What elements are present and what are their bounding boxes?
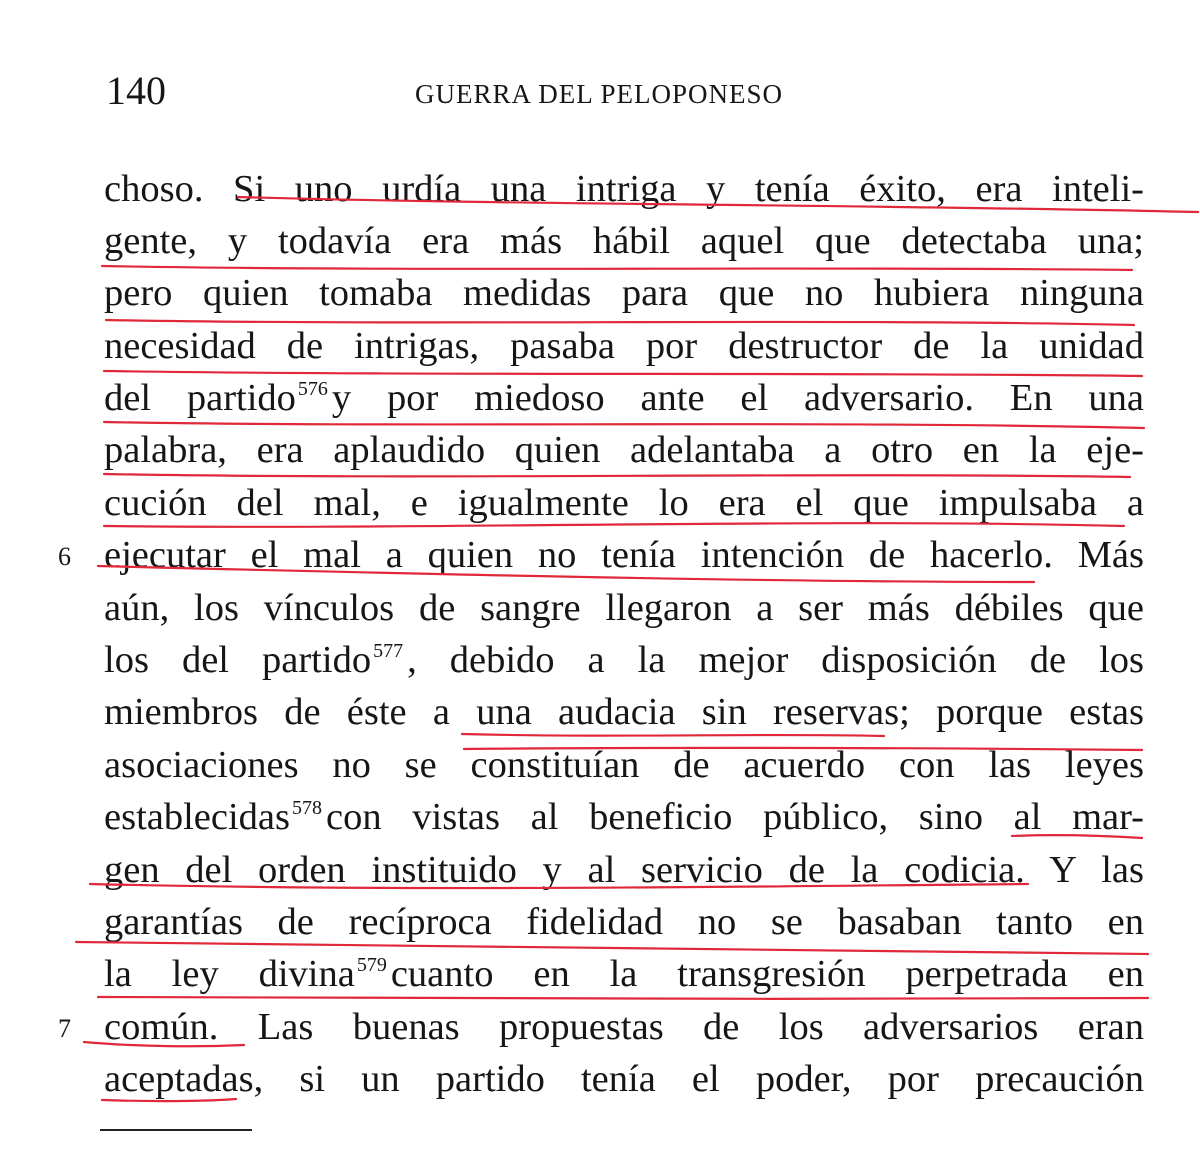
text-line: garantías de recíproca fidelidad no se basaban tanto en bbox=[104, 901, 1144, 943]
text-segment: cuanto en la transgresión perpetrada en bbox=[390, 953, 1144, 995]
text-segment: y por miedoso ante el adversario. En una bbox=[331, 377, 1144, 419]
footnote-ref: 579 bbox=[356, 954, 387, 976]
page-number: 140 bbox=[106, 68, 166, 113]
text-segment: con vistas al beneficio público, sino al mar- bbox=[326, 796, 1144, 838]
text-segment: , debido a la mejor disposición de los bbox=[407, 639, 1144, 681]
text-line: necesidad de intrigas, pasaba por destructor de la unidad bbox=[104, 325, 1144, 367]
footnote-separator bbox=[100, 1129, 252, 1131]
text-line: gen del orden instituido y al servicio de la codicia. Y las bbox=[104, 849, 1144, 891]
text-line: cución del mal, e igualmente lo era el que impulsaba a bbox=[104, 482, 1144, 524]
text-line bbox=[104, 634, 1144, 686]
text-line: palabra, era aplaudido quien adelantaba a otro en la eje- bbox=[104, 429, 1144, 471]
text-line: aún, los vínculos de sangre llegaron a ser más débiles que bbox=[104, 587, 1144, 629]
text-line: choso. Si uno urdía una intriga y tenía éxito, era inteli- bbox=[104, 168, 1144, 210]
text-line: pero quien tomaba medidas para que no hubiera ninguna bbox=[104, 272, 1144, 314]
text-segment: establecidas bbox=[104, 796, 290, 838]
text-line: aceptadas, si un partido tenía el poder, por precaución bbox=[104, 1058, 1144, 1100]
text-segment: la ley divina bbox=[104, 953, 355, 995]
text-line bbox=[104, 791, 1144, 843]
text-line: asociaciones no se constituían de acuerdo con las leyes bbox=[104, 744, 1144, 786]
text-line: común. Las buenas propuestas de los adversarios eran bbox=[104, 1006, 1144, 1048]
text-segment: los del partido bbox=[104, 639, 372, 681]
footnote-ref: 578 bbox=[292, 797, 322, 819]
text-segment: del partido bbox=[104, 377, 296, 419]
footnote-ref: 577 bbox=[373, 640, 404, 662]
text-line: ejecutar el mal a quien no tenía intención de hacerlo. Más bbox=[104, 534, 1144, 576]
running-title: GUERRA DEL PELOPONESO bbox=[415, 79, 784, 109]
text-line bbox=[104, 948, 1144, 1000]
section-number: 6 bbox=[58, 542, 71, 571]
footnote-ref: 576 bbox=[297, 378, 328, 400]
text-line: miembros de éste a una audacia sin reservas; porque estas bbox=[104, 691, 1144, 733]
text-line: gente, y todavía era más hábil aquel que detectaba una; bbox=[104, 220, 1144, 262]
section-number: 7 bbox=[58, 1014, 71, 1043]
text-line bbox=[104, 372, 1144, 424]
